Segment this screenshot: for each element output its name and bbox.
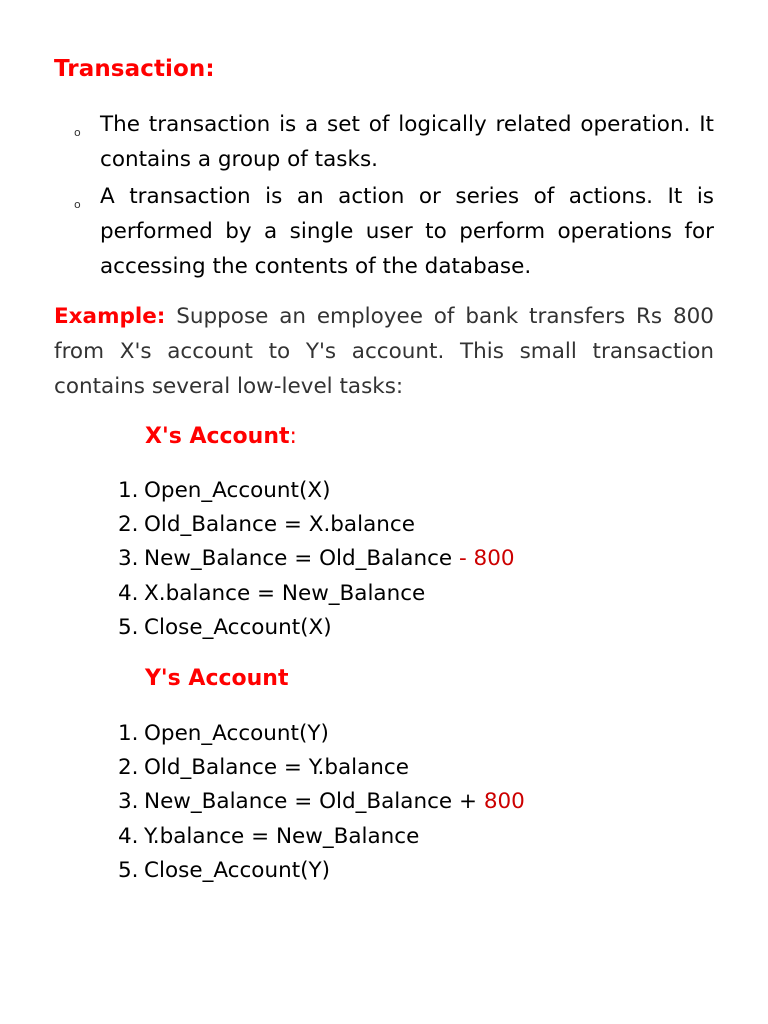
- example-paragraph: [54, 299, 714, 404]
- y-account-steps: [118, 717, 525, 888]
- y-step-2: 2. Old_Balance = Y.balance: [118, 755, 409, 781]
- y-step-4: 4. Y.balance = New_Balance: [118, 823, 420, 849]
- x-account-heading: [145, 424, 297, 449]
- list-item: [54, 107, 714, 177]
- x-step-1: 1. Open_Account(X): [118, 478, 331, 503]
- y-step-5: 5. Close_Account(Y): [118, 857, 331, 883]
- x-step-5: 5. Close_Account(X): [118, 614, 332, 640]
- x-account-steps: [118, 474, 515, 645]
- example-text: Suppose an employee of bank transfers Rs 800 from X's account to Y's account. This small transaction contains several low-level tasks:: [54, 304, 714, 399]
- x-account-colon: :: [289, 424, 297, 449]
- x-step-3-operator: -: [458, 546, 474, 572]
- y-step-3-amount: 800: [483, 789, 525, 815]
- y-account-title: Y's Account: [145, 666, 289, 691]
- list-item: [54, 179, 714, 284]
- x-step-3: 3. New_Balance = Old_Balance - 800: [118, 546, 515, 572]
- x-step-2: 2. Old_Balance = X.balance: [118, 512, 415, 538]
- definition-list: [54, 107, 714, 286]
- example-label: Example:: [54, 304, 166, 329]
- list-item-text: A transaction is an action or series of actions. It is performed by a single user to perform operations for accessing the contents of the database.: [100, 184, 714, 279]
- x-account-title: X's Account: [145, 424, 290, 449]
- circle-bullet-icon: o: [74, 198, 81, 211]
- y-account-heading: [145, 666, 288, 691]
- x-step-4: 4. X.balance = New_Balance: [118, 580, 426, 606]
- page-title: Transaction:: [54, 56, 215, 82]
- x-step-3-amount: 800: [473, 546, 515, 572]
- circle-bullet-icon: o: [74, 126, 81, 139]
- list-item-text: The transaction is a set of logically related operation. It contains a group of tasks.: [100, 112, 714, 172]
- y-step-3: 3. New_Balance = Old_Balance + 800: [118, 789, 525, 815]
- y-step-1: 1. Open_Account(Y): [118, 721, 329, 746]
